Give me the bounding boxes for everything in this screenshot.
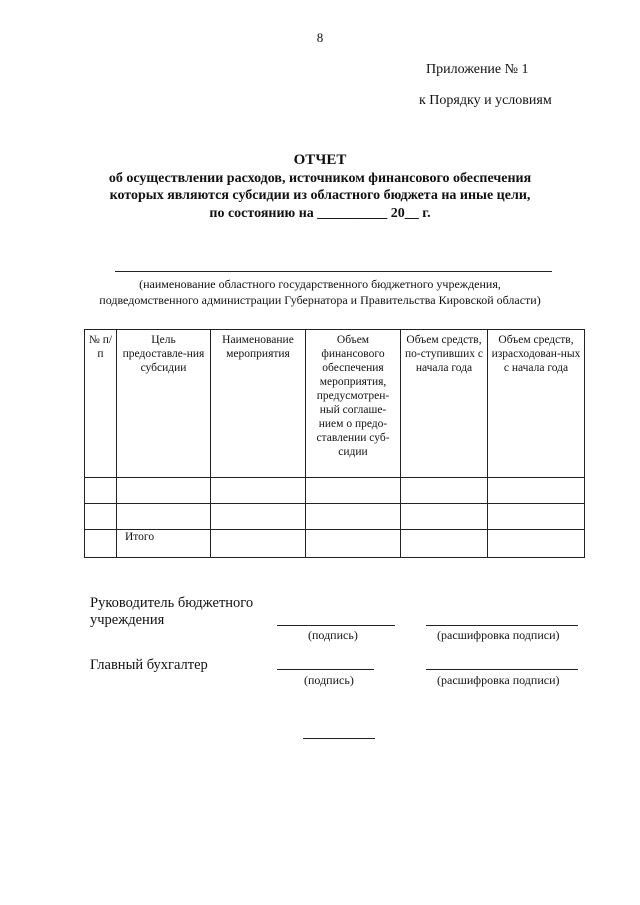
table-row [85,478,585,504]
report-subtitle-line-2: которых являются субсидии из областного бюджета на иные цели, [109,188,531,203]
table-cell [117,478,211,504]
page-number: 8 [316,30,324,45]
report-table [84,329,585,558]
appendix-subtitle: к Порядку и условиям [419,93,552,108]
table-cell [401,504,488,530]
table-total-row [85,530,585,558]
header-spent-amount: Объем средств, израсходован-ных с начала года [488,330,585,478]
table-cell [488,478,585,504]
head-signature-caption: (подпись) [308,628,358,642]
end-separator-line [303,738,375,739]
table-row [85,504,585,530]
organization-name-line [115,271,552,272]
report-subtitle-line-3: по состоянию на __________ 20__ г. [209,206,431,221]
table-header-row [85,330,585,478]
table-cell [211,530,306,558]
table-cell [117,504,211,530]
table-cell [306,504,401,530]
head-signature-line [277,625,395,626]
header-agreed-amount: Объем финансового обеспечения мероприятия, предусмотрен-ный соглаше-нием о предо-ставлении суб-сидии [306,330,401,478]
head-label-line-2: учреждения [90,612,165,628]
table-cell [401,478,488,504]
accountant-decode-line [426,669,578,670]
table-cell [211,504,306,530]
head-decode-caption: (расшифровка подписи) [437,628,560,642]
table-cell [306,530,401,558]
total-label: Итого [117,530,211,558]
table-cell [401,530,488,558]
accountant-signature-line [277,669,374,670]
accountant-label: Главный бухгалтер [90,657,208,673]
report-subtitle-line-1: об осуществлении расходов, источником финансового обеспечения [108,171,532,186]
table-cell [85,504,117,530]
head-decode-line [426,625,578,626]
header-purpose: Цель предоставле-ния субсидии [117,330,211,478]
report-title: ОТЧЕТ [293,152,347,168]
table-cell [306,478,401,504]
table-cell [85,478,117,504]
table-cell [85,530,117,558]
table-cell [488,504,585,530]
organization-caption-line-2: подведомственного администрации Губернатора и Правительства Кировской области) [99,293,541,307]
organization-caption-line-1: (наименование областного государственного бюджетного учреждения, [139,277,501,291]
accountant-decode-caption: (расшифровка подписи) [437,673,560,687]
header-received-amount: Объем средств, по-ступивших с начала года [401,330,488,478]
header-number: № п/п [85,330,117,478]
table-cell [488,530,585,558]
appendix-title: Приложение № 1 [426,62,529,77]
head-label-line-1: Руководитель бюджетного [90,595,254,611]
header-activity: Наименование мероприятия [211,330,306,478]
table-cell [211,478,306,504]
accountant-signature-caption: (подпись) [304,673,354,687]
